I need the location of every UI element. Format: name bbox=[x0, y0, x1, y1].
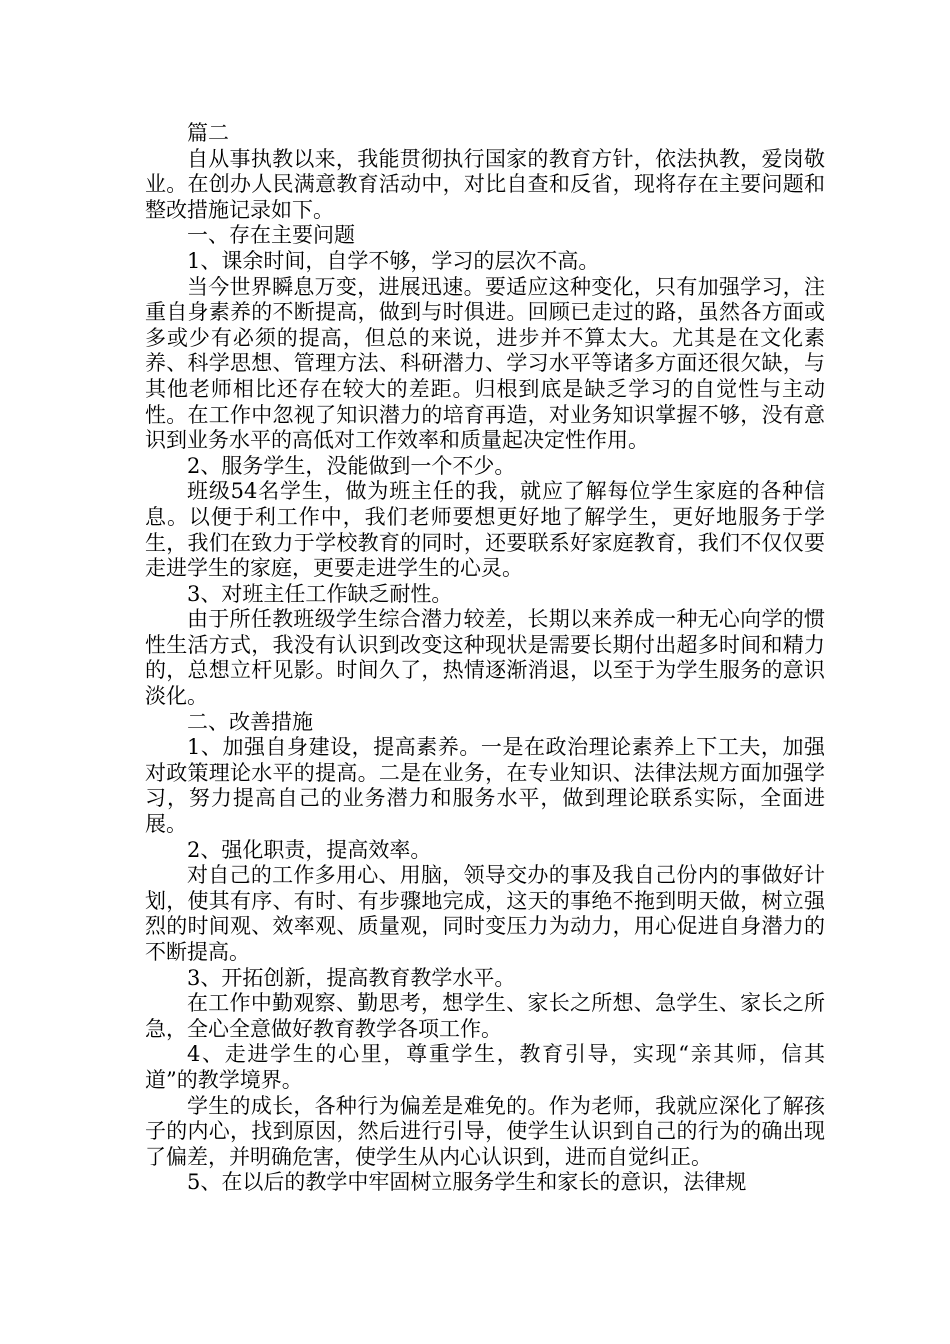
measure-heading-2: 2、强化职责，提高效率。 bbox=[187, 837, 432, 862]
item-heading-2: 2、服务学生，没能做到一个不少。 bbox=[187, 453, 516, 478]
measure-2-body: 对自己的工作多用心、用脑，领导交办的事及我自己份内的事做好计划，使其有序、有时、有步骤地完成，这天的事绝不拖到明天做，树立强烈的时间观、效率观、质量观，同时变压力为动力，用心促进自身潜力的不断提高。 bbox=[145, 863, 825, 964]
document-body bbox=[145, 121, 825, 1196]
heading-problems: 一、存在主要问题 bbox=[187, 223, 355, 248]
section-heading: 篇二 bbox=[187, 121, 229, 145]
measure-4-body: 学生的成长，各种行为偏差是难免的。作为老师，我就应深化了解孩子的内心，找到原因，然后进行引导，使学生认识到自己的行为的确出现了偏差，并明确危害，使学生从内心认识到，进而自觉纠正。 bbox=[145, 1093, 825, 1169]
measure-heading-4: 4、走进学生的心里，尊重学生，教育引导，实现“亲其师，信其道”的教学境界。 bbox=[145, 1042, 825, 1092]
item-heading-3: 3、对班主任工作缺乏耐性。 bbox=[187, 581, 453, 606]
item-heading-1: 1、课余时间，自学不够，学习的层次不高。 bbox=[187, 248, 600, 273]
measure-heading-3: 3、开拓创新，提高教育教学水平。 bbox=[187, 965, 516, 990]
measure-1: 1、加强自身建设，提高素养。一是在政治理论素养上下工夫，加强对政策理论水平的提高。二是在业务，在专业知识、法律法规方面加强学习，努力提高自己的业务潜力和服务水平，做到理论联系实际，全面进展。 bbox=[145, 735, 825, 837]
heading-measures: 二、改善措施 bbox=[187, 709, 313, 734]
measure-3-body: 在工作中勤观察、勤思考，想学生、家长之所想、急学生、家长之所急，全心全意做好教育教学各项工作。 bbox=[145, 991, 825, 1041]
paragraph-problem-2: 班级54名学生，做为班主任的我，就应了解每位学生家庭的各种信息。以便于利工作中，我们老师要想更好地了解学生，更好地服务于学生，我们在致力于学校教育的同时，还要联系好家庭教育，我们不仅仅要走进学生的家庭，更要走进学生的心灵。 bbox=[145, 479, 825, 581]
measure-heading-5: 5、在以后的教学中牢固树立服务学生和家长的意识，法律规 bbox=[187, 1170, 747, 1195]
paragraph-problem-1: 当今世界瞬息万变，进展迅速。要适应这种变化，只有加强学习，注重自身素养的不断提高，做到与时俱进。回顾已走过的路，虽然各方面或多或少有必须的提高，但总的来说，进步并不算太大。尤其是在文化素养、科学思想、管理方法、科研潜力、学习水平等诸多方面还很欠缺，与其他老师相比还存在较大的差距。归根到底是缺乏学习的自觉性与主动性。在工作中忽视了知识潜力的培育再造，对业务知识掌握不够，没有意识到业务水平的高低对工作效率和质量起决定性作用。 bbox=[145, 274, 825, 453]
paragraph-intro: 自从事执教以来，我能贯彻执行国家的教育方针，依法执教，爱岗敬业。在创办人民满意教育活动中，对比自查和反省，现将存在主要问题和整改措施记录如下。 bbox=[145, 146, 825, 222]
paragraph-problem-3: 由于所任教班级学生综合潜力较差，长期以来养成一种无心向学的惯性生活方式，我没有认识到改变这种现状是需要长期付出超多时间和精力的，总想立杆见影。时间久了，热情逐渐消退，以至于为学生服务的意识淡化。 bbox=[145, 607, 825, 709]
